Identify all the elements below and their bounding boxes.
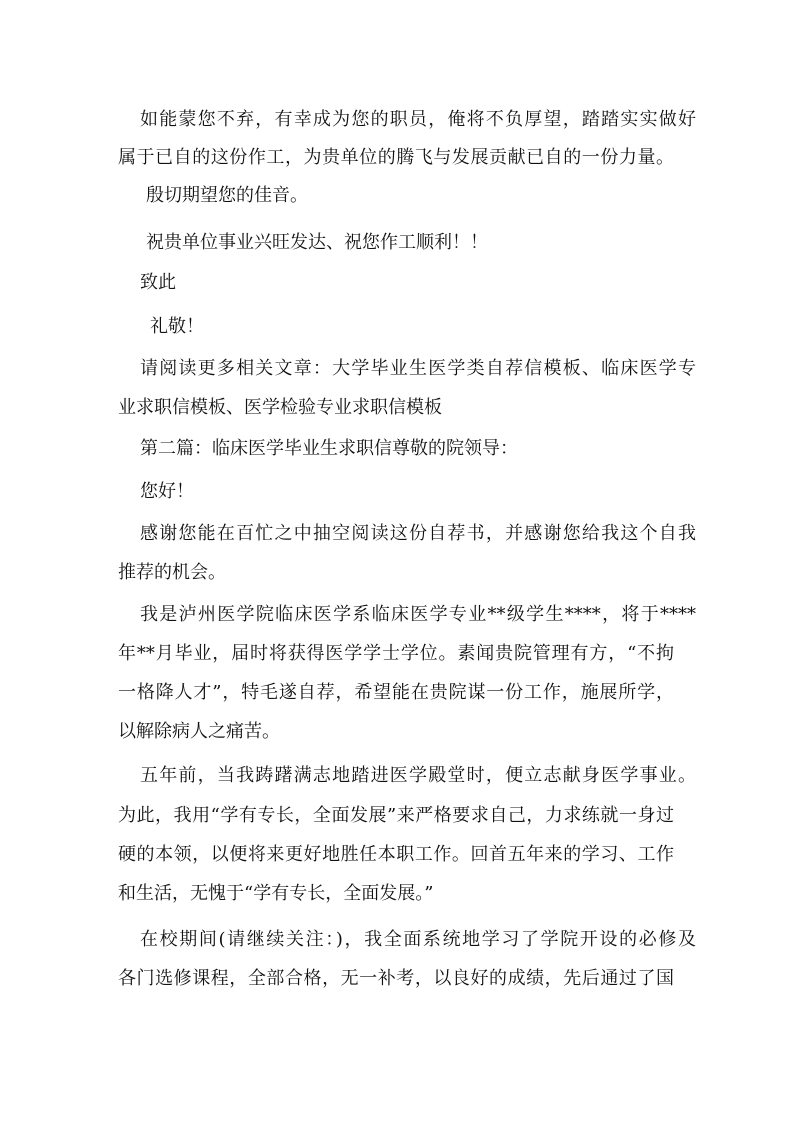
paragraph-line: 业求职信模板、医学检验专业求职信模板: [118, 397, 442, 418]
paragraph-line: 硬的本领，以便将来更好地胜任本职工作。回首五年来的学习、工作: [118, 844, 674, 865]
paragraph-line: 殷切期望您的佳音。: [146, 185, 308, 206]
paragraph-line: 感谢您能在百忙之中抽空阅读这份自荐书，并感谢您给我这个自我: [140, 523, 696, 544]
paragraph-line: 祝贵单位事业兴旺发达、祝您作工顺利！！: [146, 232, 488, 253]
paragraph-line: 您好！: [140, 481, 194, 502]
paragraph-line: 如能蒙您不弃，有幸成为您的职员，俺将不负厚望，踏踏实实做好: [140, 109, 696, 130]
paragraph-line: 一格降人才”，特毛遂自荐，希望能在贵院谋一份工作，施展所学，: [118, 682, 674, 703]
paragraph-line: 礼敬！: [150, 316, 204, 337]
paragraph-line: 请阅读更多相关文章：大学毕业生医学类自荐信模板、临床医学专: [140, 358, 696, 379]
paragraph-line: 为此，我用“学有专长，全面发展”来严格要求自己，力求练就一身过: [118, 805, 674, 826]
paragraph-line: 以解除病人之痛苦。: [118, 721, 280, 742]
paragraph-line: 我是泸州医学院临床医学系临床医学专业**级学生****，将于****: [140, 604, 696, 625]
paragraph-line: 属于已自的这份作工，为贵单位的腾飞与发展贡献已自的一份力量。: [118, 147, 674, 168]
paragraph-line: 致此: [140, 272, 176, 293]
paragraph-line: 在校期间(请继续关注：)，我全面系统地学习了学院开设的必修及: [140, 929, 696, 950]
section-heading: 第二篇：临床医学毕业生求职信尊敬的院领导：: [140, 438, 518, 459]
paragraph-line: 年**月毕业，届时将获得医学学士学位。素闻贵院管理有方，“不拘: [118, 643, 674, 664]
paragraph-line: 和生活，无愧于“学有专长，全面发展。”: [118, 883, 434, 904]
paragraph-line: 各门选修课程，全部合格，无一补考，以良好的成绩，先后通过了国: [118, 968, 674, 989]
paragraph-line: 五年前，当我踌躇满志地踏进医学殿堂时，便立志献身医学事业。: [140, 765, 696, 786]
paragraph-line: 推荐的机会。: [118, 562, 226, 583]
